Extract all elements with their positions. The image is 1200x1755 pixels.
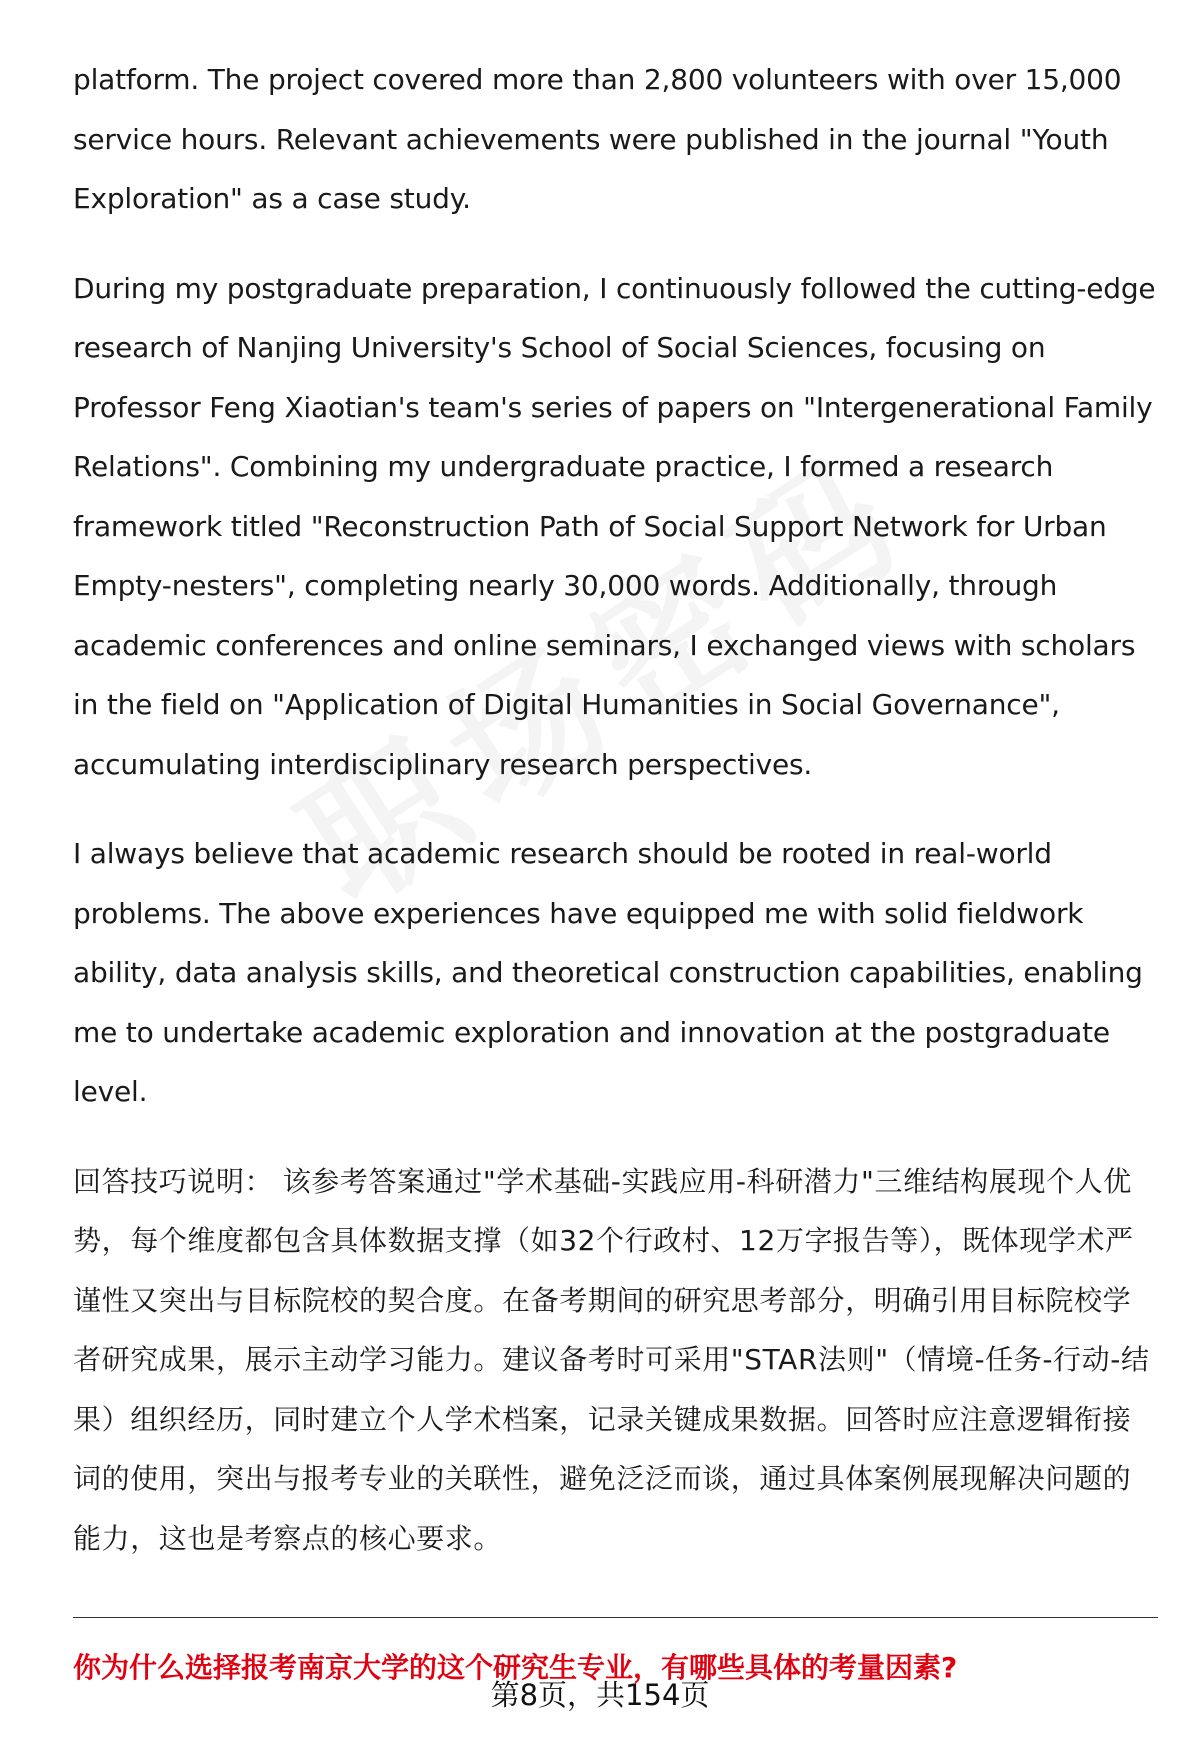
answer-tips-paragraph: 回答技巧说明： 该参考答案通过"学术基础-实践应用-科研潜力"三维结构展现个人优势，每个维度都包含具体数据支撑（如32个行政村、12万字报告等），既体现学术严谨性又突出与目标院校的契合度。在备考期间的研究思考部分，明确引用目标院校学者研究成果，展示主动学习能力。建议备考时可采用"STAR法则"（情境-任务-行动-结果）组织经历，同时建立个人学术档案，记录关键成果数据。回答时应注意逻辑衔接词的使用，突出与报考专业的关联性，避免泛泛而谈，通过具体案例展现解决问题的能力，这也是考察点的核心要求。 — [73, 1164, 1150, 1556]
paragraph-volunteer-project: platform. The project covered more than 2,800 volunteers with over 15,000 service hours. Relevant achievements were published in the journal "Youth Exploration" as a case study. — [73, 63, 1122, 215]
page-indicator: 第8页，共154页 — [490, 1678, 710, 1712]
next-question-heading: 你为什么选择报考南京大学的这个研究生专业，有哪些具体的考量因素? — [73, 1651, 958, 1684]
paragraph-academic-belief: I always believe that academic research should be rooted in real-world problems. The above experiences have equipped me with solid fieldwork ability, data analysis skills, and theoretical construction capabilities, enabling me to undertake academic exploration and innovation at the postgraduate level. — [73, 837, 1143, 1108]
document-body — [73, 50, 1158, 1569]
section-divider — [73, 1617, 1158, 1618]
paragraph-postgraduate-preparation: During my postgraduate preparation, I continuously followed the cutting-edge research of Nanjing University's School of Social Sciences, focusing on Professor Feng Xiaotian's team's series of papers on "Intergenerational Family Relations". Combining my undergraduate practice, I formed a research framework titled "Reconstruction Path of Social Support Network for Urban Empty-nesters", completing nearly 30,000 words. Additionally, through academic conferences and online seminars, I exchanged views with scholars in the field on "Application of Digital Humanities in Social Governance", accumulating interdisciplinary research perspectives. — [73, 271, 1156, 781]
